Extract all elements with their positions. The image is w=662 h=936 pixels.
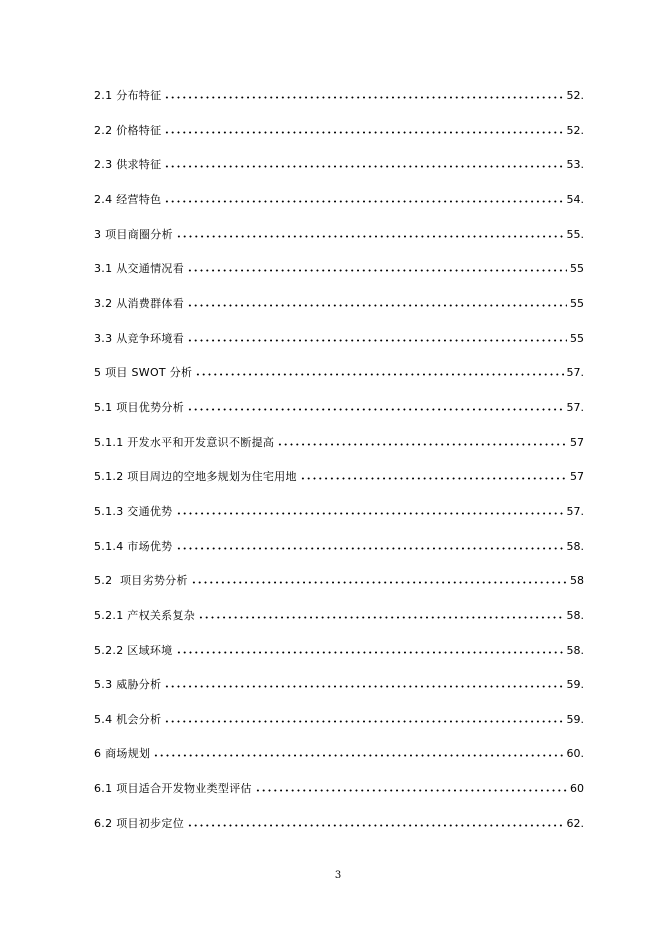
- toc-entry: [94, 807, 584, 842]
- toc-entry-title: 5.1.4 市场优势: [94, 539, 173, 553]
- toc-leader-dots: [191, 581, 567, 584]
- page-number: 3: [334, 870, 342, 881]
- toc-entry: [94, 668, 584, 703]
- toc-entry-title: 2.1 分布特征: [94, 89, 162, 102]
- toc-leader-dots: [300, 477, 567, 480]
- toc-entry-title: 6.2 项目初步定位: [94, 816, 184, 830]
- toc-entry-page: 58.: [566, 539, 584, 553]
- toc-entry-title: 3 项目商圈分析: [94, 227, 173, 241]
- toc-entry-title: 5.1.2 项目周边的空地多规划为住宅用地: [94, 470, 297, 484]
- toc-entry-title: 5 项目 SWOT 分析: [94, 366, 193, 380]
- toc-leader-dots: [255, 789, 567, 792]
- toc-leader-dots: [164, 96, 563, 99]
- toc-entry-title: 2.4 经营特色: [94, 192, 162, 206]
- toc-leader-dots: [198, 616, 563, 619]
- toc-entry-page: 58.: [566, 643, 584, 657]
- toc-leader-dots: [164, 131, 563, 134]
- toc-entry-page: 58: [570, 574, 584, 588]
- toc-entry-title: 3.3 从竞争环境看: [94, 331, 184, 345]
- toc-leader-dots: [277, 443, 567, 446]
- toc-entry-page: 57: [570, 435, 584, 449]
- toc-leader-dots: [164, 165, 563, 168]
- toc-entry: [94, 183, 584, 218]
- toc-entry: [94, 391, 584, 426]
- toc-entry-title: 5.1.3 交通优势: [94, 504, 173, 518]
- toc-entry-title: 5.3 威胁分析: [94, 678, 162, 692]
- toc-leader-dots: [195, 373, 563, 376]
- toc-entry-title: 3.2 从消费群体看: [94, 296, 184, 310]
- toc-entry-title: 2.3 供求特征: [94, 158, 162, 172]
- toc-entry-page: 57.: [566, 504, 584, 518]
- toc-entry-title: 3.1 从交通情况看: [94, 262, 184, 276]
- toc-entry-title: 5.2.2 区域环境: [94, 643, 173, 657]
- toc-entry: [94, 564, 584, 599]
- toc-leader-dots: [176, 651, 564, 654]
- toc-leader-dots: [187, 339, 567, 342]
- toc-leader-dots: [187, 824, 564, 827]
- toc-entry-title: 6 商场规划: [94, 747, 151, 761]
- toc-leader-dots: [187, 269, 567, 272]
- toc-entry: [94, 703, 584, 738]
- toc-leader-dots: [176, 235, 564, 238]
- toc-leader-dots: [164, 200, 563, 203]
- toc-entry: [94, 460, 584, 495]
- toc-entry-page: 55: [570, 296, 584, 310]
- toc-entry-page: 52.: [566, 89, 584, 102]
- toc-entry-page: 55.: [566, 227, 584, 241]
- toc-leader-dots: [153, 754, 563, 757]
- toc-entry-page: 60.: [566, 747, 584, 761]
- toc-entry: [94, 737, 584, 772]
- toc-entry-page: 57.: [566, 366, 584, 380]
- toc-entry: [94, 634, 584, 669]
- toc-entry-title: 5.2 项目劣势分析: [94, 574, 188, 588]
- table-of-contents: [94, 79, 584, 841]
- toc-entry-page: 52.: [566, 123, 584, 137]
- toc-entry: [94, 79, 584, 114]
- toc-entry: [94, 495, 584, 530]
- toc-entry-page: 59.: [566, 678, 584, 692]
- toc-entry-title: 5.1 项目优势分析: [94, 400, 184, 414]
- toc-entry: [94, 356, 584, 391]
- toc-leader-dots: [187, 304, 567, 307]
- toc-leader-dots: [164, 685, 563, 688]
- toc-entry-page: 60: [570, 782, 584, 796]
- toc-entry-page: 62.: [566, 816, 584, 830]
- toc-entry-page: 59.: [566, 712, 584, 726]
- toc-entry-page: 54.: [566, 192, 584, 206]
- toc-entry-page: 55: [570, 331, 584, 345]
- toc-entry-page: 55: [570, 262, 584, 276]
- toc-entry: [94, 287, 584, 322]
- toc-entry-page: 53.: [566, 158, 584, 172]
- toc-leader-dots: [176, 512, 564, 515]
- toc-entry: [94, 114, 584, 149]
- toc-entry-title: 6.1 项目适合开发物业类型评估: [94, 782, 252, 796]
- toc-entry: [94, 426, 584, 461]
- toc-entry: [94, 322, 584, 357]
- toc-entry: [94, 218, 584, 253]
- toc-entry: [94, 252, 584, 287]
- toc-entry-title: 5.4 机会分析: [94, 712, 162, 726]
- toc-entry-title: 5.1.1 开发水平和开发意识不断提高: [94, 435, 275, 449]
- toc-entry: [94, 148, 584, 183]
- toc-entry-title: 5.2.1 产权关系复杂: [94, 608, 196, 622]
- toc-entry-page: 57.: [566, 400, 584, 414]
- toc-leader-dots: [164, 720, 563, 723]
- toc-entry-page: 58.: [566, 608, 584, 622]
- toc-entry: [94, 599, 584, 634]
- toc-entry: [94, 530, 584, 565]
- toc-leader-dots: [187, 408, 564, 411]
- toc-entry: [94, 772, 584, 807]
- toc-leader-dots: [176, 547, 564, 550]
- toc-entry-title: 2.2 价格特征: [94, 123, 162, 137]
- toc-entry-page: 57: [570, 470, 584, 484]
